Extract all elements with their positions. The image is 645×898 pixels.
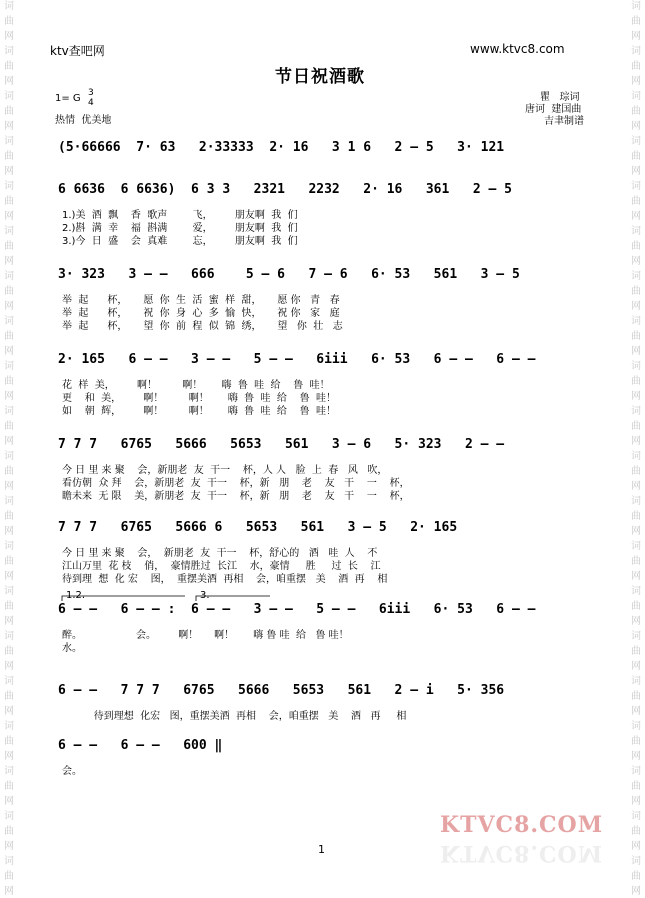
watermark-char: 网: [631, 661, 641, 672]
watermark-char: 网: [4, 121, 14, 132]
lyric-line: 会。: [62, 766, 82, 777]
watermark-char: 曲: [631, 151, 641, 162]
watermark-char: 网: [4, 346, 14, 357]
watermark-char: 网: [4, 886, 14, 897]
watermark-char: 词: [631, 676, 641, 687]
watermark-char: 网: [4, 526, 14, 537]
lyric-line: 3.)今 日 盛 会 真难 忘， 朋友啊 我 们: [62, 236, 298, 247]
watermark-char: 词: [4, 91, 14, 102]
lyric-line: 看仿朝 众 拜 会，新朋老 友 干一 杯，新 朋 老 友 干 一 杯，: [62, 478, 410, 489]
watermark-char: 词: [4, 496, 14, 507]
volta-first-ending: 1.2.: [66, 590, 86, 601]
lyric-line: 江山万里 花 枝 俏， 豪情胜过 长江 水，豪情 胜 过 长 江: [62, 561, 381, 572]
watermark-char: 曲: [631, 331, 641, 342]
watermark-char: 词: [631, 721, 641, 732]
watermark-char: 网: [631, 751, 641, 762]
lyric-line: 举 起 杯， 望 你 前 程 似 锦 绣， 望 你 壮 志: [62, 321, 343, 332]
watermark-char: 网: [631, 436, 641, 447]
watermark-char: 网: [631, 76, 641, 87]
watermark-char: 网: [631, 706, 641, 717]
composer: 唐诃 建国曲: [525, 104, 582, 115]
watermark-char: 曲: [631, 781, 641, 792]
lyric-line: 待到理 想 化 宏 图， 重摆美酒 再相 会，咱重摆 美 酒 再 相: [62, 574, 388, 585]
watermark-char: 曲: [631, 16, 641, 27]
watermark-char: 词: [4, 451, 14, 462]
watermark-char: 词: [4, 811, 14, 822]
lyric-line: 2.)斟 满 幸 福 斟满 爱， 朋友啊 我 们: [62, 223, 298, 234]
watermark-char: 网: [631, 391, 641, 402]
lyric-line: 1.)美 酒 飘 香 歌声 飞， 朋友啊 我 们: [62, 210, 298, 221]
tempo-mark: 热情 优美地: [55, 115, 112, 126]
watermark-char: 网: [4, 166, 14, 177]
watermark-char: 词: [631, 586, 641, 597]
watermark-char: 曲: [4, 466, 14, 477]
watermark-char: 词: [631, 856, 641, 867]
watermark-char: 网: [4, 31, 14, 42]
watermark-char: 词: [631, 316, 641, 327]
watermark-char: 词: [4, 181, 14, 192]
watermark-char: 词: [631, 811, 641, 822]
watermark-char: 词: [631, 496, 641, 507]
watermark-char: 词: [631, 136, 641, 147]
lyric-line: 更 和 美， 啊！ 啊！ 嗨 鲁 哇 给 鲁 哇！: [62, 393, 336, 404]
watermark-char: 曲: [631, 511, 641, 522]
watermark-char: 词: [4, 541, 14, 552]
watermark-char: 曲: [4, 106, 14, 117]
time-signature-top: 3: [88, 88, 94, 98]
watermark-char: 曲: [631, 736, 641, 747]
watermark-char: 词: [4, 361, 14, 372]
watermark-char: 网: [631, 346, 641, 357]
watermark-char: 网: [4, 841, 14, 852]
watermark-char: 词: [4, 721, 14, 732]
lyricist: 瞿 琮词: [540, 92, 580, 103]
watermark-char: 网: [631, 616, 641, 627]
ktvc8-logo: KTVC8.COM: [440, 812, 604, 838]
engraver: 吉聿制谱: [544, 116, 584, 127]
watermark-char: 网: [4, 571, 14, 582]
notation-line: 7 7 7 6765 5666 6 5653 561 3 — 5 2· 165: [58, 520, 458, 535]
lyric-line: 瞻未来 无 限 美，新朋老 友 干一 杯，新 朋 老 友 干 一 杯，: [62, 491, 410, 502]
page-number: 1: [318, 843, 325, 856]
site-name[interactable]: ktv查吧网: [50, 44, 105, 58]
watermark-char: 曲: [4, 781, 14, 792]
watermark-char: 词: [4, 136, 14, 147]
watermark-char: 词: [631, 406, 641, 417]
watermark-char: 曲: [4, 736, 14, 747]
watermark-char: 曲: [631, 556, 641, 567]
watermark-char: 网: [4, 76, 14, 87]
watermark-char: 网: [4, 211, 14, 222]
watermark-char: 曲: [4, 376, 14, 387]
notation-line: 6 6636 6 6636) 6 3 3 2321 2232 2· 16 361 2 — 5: [58, 182, 512, 197]
watermark-char: 曲: [631, 61, 641, 72]
lyric-line: 如 朝 辉， 啊！ 啊！ 嗨 鲁 哇 给 鲁 哇！: [62, 406, 336, 417]
watermark-char: 网: [631, 526, 641, 537]
watermark-char: 词: [631, 361, 641, 372]
watermark-char: 曲: [4, 241, 14, 252]
watermark-char: 曲: [4, 871, 14, 882]
key-signature: 1= G: [55, 93, 81, 104]
watermark-char: 词: [631, 766, 641, 777]
watermark-char: 曲: [631, 826, 641, 837]
watermark-char: 词: [4, 46, 14, 57]
notation-line: 3· 323 3 — — 666 5 — 6 7 — 6 6· 53 561 3 — 5: [58, 267, 520, 282]
watermark-char: 网: [631, 211, 641, 222]
watermark-char: 曲: [631, 196, 641, 207]
watermark-char: 曲: [4, 16, 14, 27]
watermark-char: 网: [631, 301, 641, 312]
watermark-char: 网: [631, 166, 641, 177]
watermark-char: 曲: [4, 691, 14, 702]
watermark-char: 网: [4, 301, 14, 312]
watermark-char: 网: [631, 481, 641, 492]
watermark-char: 词: [4, 676, 14, 687]
side-watermark-right: [629, 0, 643, 897]
watermark-char: 网: [4, 706, 14, 717]
watermark-char: 曲: [4, 151, 14, 162]
watermark-char: 词: [631, 1, 641, 12]
lyric-line: 举 起 杯， 祝 你 身 心 多 愉 快， 祝 你 家 庭: [62, 308, 340, 319]
watermark-char: 网: [4, 661, 14, 672]
site-url[interactable]: www.ktvc8.com: [470, 42, 565, 56]
watermark-char: 词: [4, 586, 14, 597]
notation-line: 6 — — 6 — — : 6 — — 3 — — 5 — — 6iii 6· 53 6 — —: [58, 602, 536, 617]
watermark-char: 网: [4, 796, 14, 807]
watermark-char: 网: [631, 121, 641, 132]
watermark-char: 词: [631, 541, 641, 552]
watermark-char: 网: [4, 256, 14, 267]
watermark-char: 词: [4, 1, 14, 12]
watermark-char: 曲: [4, 556, 14, 567]
watermark-char: 网: [631, 841, 641, 852]
time-signature-bottom: 4: [88, 98, 94, 108]
watermark-char: 词: [4, 271, 14, 282]
watermark-char: 词: [4, 631, 14, 642]
watermark-char: 网: [631, 886, 641, 897]
watermark-char: 曲: [4, 196, 14, 207]
side-watermark-left: [2, 0, 16, 897]
watermark-char: 词: [631, 46, 641, 57]
song-title: 节日祝酒歌: [275, 67, 365, 87]
watermark-char: 曲: [4, 826, 14, 837]
watermark-char: 曲: [4, 421, 14, 432]
lyric-line: 水。: [62, 643, 82, 654]
lyric-line: 今 日 里 来 聚 会， 新朋老 友 干一 杯，舒心的 酒 哇 人 不: [62, 548, 378, 559]
watermark-char: 词: [4, 316, 14, 327]
watermark-char: 词: [631, 451, 641, 462]
notation-line: 7 7 7 6765 5666 5653 561 3 — 6 5· 323 2 — —: [58, 437, 505, 452]
watermark-char: 网: [4, 391, 14, 402]
watermark-char: 网: [4, 616, 14, 627]
notation-line: (5·66666 7· 63 2·33333 2· 16 3 1 6 2 — 5 3· 121: [58, 140, 505, 155]
lyric-line: 花 样 美， 啊！ 啊！ 嗨 鲁 哇 给 鲁 哇！: [62, 380, 330, 391]
watermark-char: 曲: [4, 646, 14, 657]
watermark-char: 词: [4, 406, 14, 417]
lyric-line: 今 日 里 来 聚 会，新朋老 友 干一 杯，人 人 脸 上 春 风 吹，: [62, 465, 388, 476]
watermark-char: 网: [4, 481, 14, 492]
ktvc8-logo-reflection: KTVC8.COM: [440, 840, 604, 866]
watermark-char: 词: [4, 766, 14, 777]
notation-line: 2· 165 6 — — 3 — — 5 — — 6iii 6· 53 6 — — 6 — —: [58, 352, 536, 367]
watermark-char: 曲: [631, 286, 641, 297]
watermark-char: 词: [631, 271, 641, 282]
watermark-char: 网: [4, 751, 14, 762]
watermark-char: 网: [631, 571, 641, 582]
lyric-line: 待到理想 化宏 图，重摆美酒 再相 会，咱重摆 美 酒 再 相: [62, 711, 407, 722]
watermark-char: 词: [631, 631, 641, 642]
watermark-char: 词: [4, 856, 14, 867]
watermark-char: 曲: [631, 871, 641, 882]
watermark-char: 网: [631, 256, 641, 267]
lyric-line: 举 起 杯， 愿 你 生 活 蜜 样 甜， 愿 你 青 春: [62, 295, 340, 306]
watermark-char: 网: [631, 31, 641, 42]
watermark-char: 曲: [631, 646, 641, 657]
volta-second-ending: 3.: [200, 590, 210, 601]
watermark-char: 词: [4, 226, 14, 237]
watermark-char: 曲: [4, 601, 14, 612]
watermark-char: 词: [631, 181, 641, 192]
lyric-line: 醉。 会。 啊！ 啊！ 嗨 鲁 哇 给 鲁 哇！: [62, 630, 349, 641]
watermark-char: 曲: [4, 61, 14, 72]
watermark-char: 曲: [631, 466, 641, 477]
notation-line: 6 — — 7 7 7 6765 5666 5653 561 2 — i 5· 356: [58, 683, 505, 698]
watermark-char: 曲: [631, 691, 641, 702]
watermark-char: 词: [631, 226, 641, 237]
watermark-char: 曲: [631, 601, 641, 612]
watermark-char: 曲: [4, 511, 14, 522]
watermark-char: 曲: [4, 286, 14, 297]
watermark-char: 曲: [631, 421, 641, 432]
notation-line: 6 — — 6 — — 600 ‖: [58, 738, 223, 753]
watermark-char: 网: [631, 796, 641, 807]
watermark-char: 词: [631, 91, 641, 102]
watermark-char: 曲: [631, 376, 641, 387]
watermark-char: 曲: [631, 241, 641, 252]
watermark-char: 曲: [631, 106, 641, 117]
watermark-char: 曲: [4, 331, 14, 342]
watermark-char: 网: [4, 436, 14, 447]
